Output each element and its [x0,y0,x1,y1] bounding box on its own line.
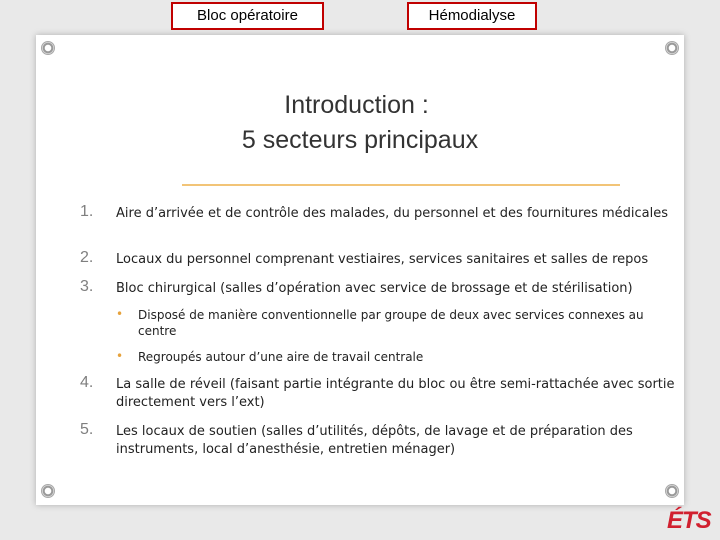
list-number: 4. [80,374,94,391]
list-number: 3. [80,278,94,295]
title-main: Introduction [284,91,415,119]
list-number: 1. [80,203,94,220]
list-text: La salle de réveil (faisant partie intégrante du bloc ou être semi-rattachée avec sortie directement vers l’ext) [116,377,675,410]
list-number: 5. [80,421,94,438]
list-text: Les locaux de soutien (salles d’utilités, dépôts, de lavage et de préparation des instruments, local d’anesthésie, entretien ménager) [116,424,633,457]
bullet-icon: • [116,349,124,363]
tab-bloc-operatoire[interactable]: Bloc opératoire [171,2,324,30]
title-divider [182,184,620,186]
pin-top-right-icon [665,41,679,55]
list-text: Locaux du personnel comprenant vestiaires, services sanitaires et salles de repos [116,252,649,267]
ets-logo: ÉTS [667,507,711,534]
list-number: 2. [80,249,94,266]
sub-item-text: Regroupés autour d’une aire de travail centrale [138,350,424,364]
list-text: Bloc chirurgical (salles d’opération avec service de brossage et de stérilisation) [116,281,633,296]
tab-hemodialyse[interactable]: Hémodialyse [407,2,537,30]
list-text: Aire d’arrivée et de contrôle des malades, du personnel et des fournitures médicales [116,206,668,221]
sub-item-text: Disposé de manière conventionnelle par groupe de deux avec services connexes au centre [138,308,644,338]
slide-title [100,88,620,122]
pin-bottom-right-icon [665,484,679,498]
bullet-icon: • [116,307,124,321]
slide-subtitle: 5 secteurs principaux [241,126,479,154]
pin-top-left-icon [41,41,55,55]
title-separator: : [414,91,436,119]
pin-bottom-left-icon [41,484,55,498]
